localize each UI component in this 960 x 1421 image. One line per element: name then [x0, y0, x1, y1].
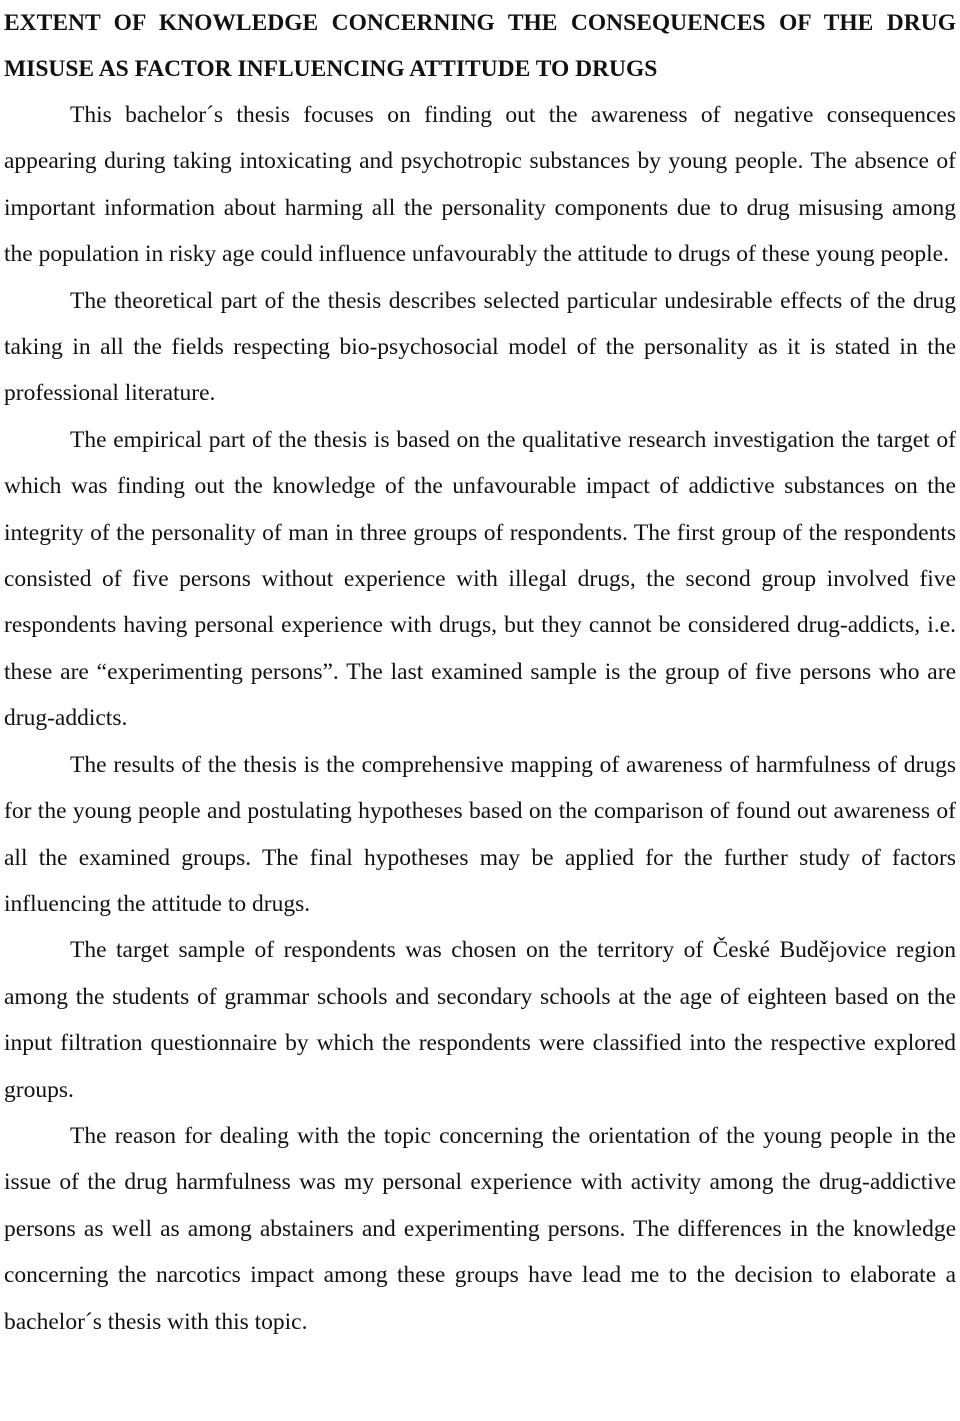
- paragraph-3: The empirical part of the thesis is based on the qualitative research investigation the target of which was finding out the knowledge of the unfavourable impact of addictive substances on the integrity of the personality of man in three groups of respondents. The first group of the respondents consisted of five persons without experience with illegal drugs, the second group involved five respondents having personal experience with drugs, but they cannot be considered drug-addicts, i.e. these are “experimenting persons”. The last examined sample is the group of five persons who are drug-addicts.: [4, 426, 956, 732]
- paragraph-6: The reason for dealing with the topic concerning the orientation of the young people in the issue of the drug harmfulness was my personal experience with activity among the drug-addictive persons as well as among abstainers and experimenting persons. The differences in the knowledge concerning the narcotics impact among these groups have lead me to the decision to elaborate a bachelor´s thesis with this topic.: [4, 1122, 956, 1335]
- paragraph-1: This bachelor´s thesis focuses on finding out the awareness of negative consequences appearing during taking intoxicating and psychotropic substances by young people. The absence of important information about harming all the personality components due to drug misusing among the population in risky age could influence unfavourably the attitude to drugs of these young people.: [4, 102, 956, 268]
- paragraph-2: The theoretical part of the thesis describes selected particular undesirable effects of the drug taking in all the fields respecting bio-psychosocial model of the personality as it is stated in the professional literature.: [4, 287, 956, 407]
- document-title: EXTENT OF KNOWLEDGE CONCERNING THE CONSEQUENCES OF THE DRUG MISUSE AS FACTOR INFLUENCING ATTITUDE TO DRUGS: [4, 10, 956, 82]
- paragraph-4: The results of the thesis is the comprehensive mapping of awareness of harmfulness of drugs for the young people and postulating hypotheses based on the comparison of found out awareness of all the examined groups. The final hypotheses may be applied for the further study of factors influencing the attitude to drugs.: [4, 751, 956, 917]
- paragraph-5: The target sample of respondents was chosen on the territory of České Budějovice region among the students of grammar schools and secondary schools at the age of eighteen based on the input filtration questionnaire by which the respondents were classified into the respective explored groups.: [4, 937, 956, 1103]
